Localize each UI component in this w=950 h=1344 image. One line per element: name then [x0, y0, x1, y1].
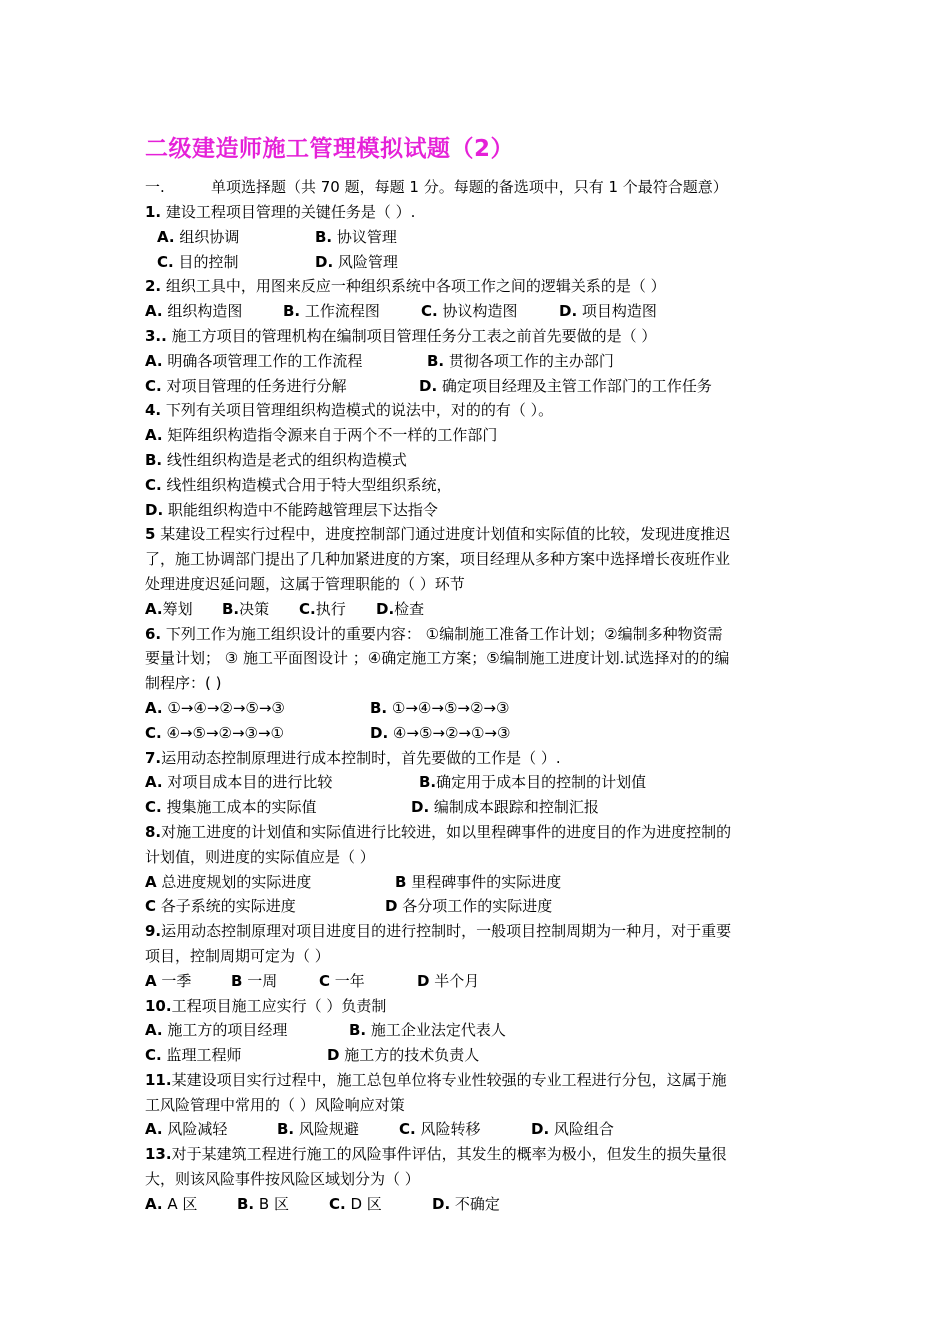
item-marker: A.: [157, 227, 175, 246]
answer-option: B. 施工企业法定代表人: [349, 1021, 506, 1040]
item-marker: A.: [145, 426, 163, 445]
answer-options-line: [145, 894, 815, 919]
answer-option: C. 对项目管理的任务进行分解: [145, 376, 347, 395]
answer-option: A. 明确各项管理工作的工作流程: [145, 351, 363, 370]
item-marker: 6.: [145, 624, 162, 643]
question-text-line: 2. 组织工具中，用图来反应一种组织系统中各项工作之间的逻辑关系的是（ ）: [145, 277, 666, 296]
item-marker: 11.: [145, 1070, 172, 1089]
section-number: 一.: [145, 178, 165, 196]
item-marker: D.: [376, 599, 395, 618]
section-heading: [145, 176, 728, 197]
answer-options-line: [145, 1018, 815, 1043]
item-marker: B.: [145, 450, 163, 469]
answer-option: B. 工作流程图: [283, 302, 380, 321]
item-marker: 13.: [145, 1145, 172, 1164]
answer-options-line: [145, 1043, 815, 1068]
item-marker: D.: [419, 376, 438, 395]
answer-options-line: [145, 969, 815, 994]
answer-option: A. A 区: [145, 1194, 198, 1213]
answer-option: D 施工方的技术负责人: [327, 1046, 480, 1065]
answer-option: A. 风险减轻: [145, 1120, 228, 1139]
question-text-line: 处理进度迟延问题，这属于管理职能的（ ）环节: [145, 574, 465, 593]
answer-option: C 一年: [319, 971, 365, 990]
answer-option: B. 协议管理: [315, 227, 397, 246]
item-marker: C.: [145, 376, 162, 395]
answer-option: A. 组织构造图: [145, 302, 243, 321]
answer-option: D. 不确定: [432, 1194, 500, 1213]
item-marker: C.: [329, 1194, 346, 1213]
item-marker: B.: [237, 1194, 255, 1213]
item-marker: D.: [145, 500, 164, 519]
item-marker: A: [145, 971, 157, 990]
answer-options-line: [145, 770, 815, 795]
item-marker: C.: [145, 723, 162, 742]
answer-option: C. 风险转移: [399, 1120, 481, 1139]
question-text-line: 工风险管理中常用的（ ）风险响应对策: [145, 1095, 405, 1114]
item-marker: D.: [531, 1120, 550, 1139]
item-marker: 3..: [145, 326, 167, 345]
item-marker: D.: [411, 798, 430, 817]
question-text-line: 11.某建设项目实行过程中，施工总包单位将专业性较强的专业工程进行分包，这属于施: [145, 1070, 727, 1089]
item-marker: A: [145, 872, 157, 891]
answer-option: C 各子系统的实际进度: [145, 897, 296, 916]
question-text-line: 6. 下列工作为施工组织设计的重要内容： ①编制施工准备工作计划；②编制多种物资需: [145, 624, 723, 643]
answer-option: D. ④→⑤→②→①→③: [370, 723, 511, 742]
item-marker: B.: [427, 351, 445, 370]
item-marker: D: [417, 971, 430, 990]
question-text-line: B. 线性组织构造是老式的组织构造模式: [145, 450, 407, 469]
item-marker: 5: [145, 525, 156, 544]
question-text-line: 4. 下列有关项目管理组织构造模式的说法中，对的的有（ ）。: [145, 401, 554, 420]
answer-option: B.确定用于成本目的控制的计划值: [419, 773, 647, 792]
answer-options-line: [145, 250, 815, 275]
answer-option: A 一季: [145, 971, 192, 990]
item-marker: 1.: [145, 203, 162, 221]
question-text-line: 7.运用动态控制原理进行成本控制时，首先要做的工作是（ ）.: [145, 748, 561, 767]
item-marker: A.: [145, 599, 163, 618]
item-marker: A.: [145, 698, 163, 717]
item-marker: 10.: [145, 996, 172, 1015]
answer-option: B. ①→④→⑤→②→③: [370, 698, 510, 717]
answer-option: A. 施工方的项目经理: [145, 1021, 288, 1040]
item-marker: A.: [145, 1194, 163, 1213]
item-marker: C.: [399, 1120, 416, 1139]
item-marker: A.: [145, 1120, 163, 1139]
answer-option: C.执行: [299, 599, 346, 618]
answer-option: C. 搜集施工成本的实际值: [145, 798, 317, 817]
item-marker: C.: [145, 475, 162, 494]
item-marker: C.: [145, 798, 162, 817]
answer-option: B.决策: [222, 599, 270, 618]
question-text-line: D. 职能组织构造中不能跨越管理层下达指令: [145, 500, 438, 519]
item-marker: A.: [145, 773, 163, 792]
question-text-line: 了，施工协调部门提出了几种加紧进度的方案，项目经理从多种方案中选择增长夜班作业: [145, 550, 731, 569]
answer-option: C. 监理工程师: [145, 1046, 242, 1065]
answer-option: D. 风险管理: [315, 252, 398, 271]
answer-options-line: [145, 225, 815, 250]
item-marker: C: [145, 897, 157, 916]
answer-options-line: [145, 374, 815, 399]
question-text-line: 9.运用动态控制原理对项目进度目的进行控制时，一般项目控制周期为一种月，对于重要: [145, 922, 732, 941]
answer-options-line: [145, 1117, 815, 1142]
question-text-line: A. 矩阵组织构造指令源来自于两个不一样的工作部门: [145, 426, 498, 445]
answer-option: D.检查: [376, 599, 425, 618]
item-marker: C.: [421, 302, 438, 321]
answer-options-line: [145, 870, 815, 895]
answer-option: C. D 区: [329, 1194, 382, 1213]
question-text-line: 13.对于某建筑工程进行施工的风险事件评估，其发生的概率为极小，但发生的损失量很: [145, 1145, 727, 1164]
item-marker: C.: [299, 599, 316, 618]
section-text: 单项选择题（共 70 题，每题 1 分。每题的备选项中，只有 1 个最符合题意）: [211, 178, 728, 196]
item-marker: B.: [283, 302, 301, 321]
question-text-line: 制程序：( ): [145, 674, 222, 693]
item-marker: 2.: [145, 277, 162, 296]
item-marker: C.: [157, 252, 174, 271]
question-list: [145, 200, 815, 1217]
answer-option: A 总进度规划的实际进度: [145, 872, 312, 891]
item-marker: D.: [432, 1194, 451, 1213]
answer-options-line: [145, 349, 815, 374]
question-text-line: 3.. 施工方项目的管理机构在编制项目管理任务分工表之前首先要做的是（ ）: [145, 326, 657, 345]
answer-options-line: [145, 721, 815, 746]
item-marker: D.: [559, 302, 578, 321]
item-marker: 9.: [145, 922, 162, 941]
answer-option: C. ④→⑤→②→③→①: [145, 723, 284, 742]
item-marker: B.: [370, 698, 388, 717]
item-marker: B: [395, 872, 407, 891]
answer-options-line: [145, 299, 815, 324]
question-text-line: 8.对施工进度的计划值和实际值进行比较进，如以里程碑事件的进度目的作为进度控制的: [145, 822, 732, 841]
answer-option: D. 项目构造图: [559, 302, 657, 321]
answer-options-line: [145, 1192, 815, 1217]
item-marker: 8.: [145, 822, 162, 841]
answer-option: A.筹划: [145, 599, 193, 618]
answer-options-line: [145, 696, 815, 721]
item-marker: C.: [145, 1046, 162, 1065]
answer-option: B. B 区: [237, 1194, 289, 1213]
answer-option: B 一周: [231, 971, 278, 990]
item-marker: D.: [315, 252, 334, 271]
question-text-line: C. 线性组织构造模式合用于特大型组织系统，: [145, 475, 452, 494]
answer-option: D. 风险组合: [531, 1120, 614, 1139]
item-marker: B.: [315, 227, 333, 246]
item-marker: A.: [145, 302, 163, 321]
answer-option: A. 对项目成本目的进行比较: [145, 773, 333, 792]
item-marker: A.: [145, 351, 163, 370]
answer-option: D 半个月: [417, 971, 480, 990]
question-text-line: 要量计划； ③ 施工平面图设计 ；④确定施工方案；⑤编制施工进度计划.试选择对的的编: [145, 649, 730, 668]
answer-option: C. 协议构造图: [421, 302, 518, 321]
item-marker: B.: [349, 1021, 367, 1040]
item-marker: B.: [222, 599, 240, 618]
question-text-line: 项目，控制周期可定为（ ）: [145, 946, 330, 965]
item-marker: D: [327, 1046, 340, 1065]
item-marker: D: [385, 897, 398, 916]
answer-options-line: [145, 597, 815, 622]
question-text-line: 计划值，则进度的实际值应是（ ）: [145, 847, 375, 866]
question-text-line: 1. 建设工程项目管理的关键任务是（ ）.: [145, 203, 416, 221]
answer-option: B. 风险规避: [277, 1120, 359, 1139]
answer-option: A. 组织协调: [157, 227, 240, 246]
item-marker: B.: [419, 773, 437, 792]
answer-option: D. 编制成本跟踪和控制汇报: [411, 798, 599, 817]
answer-options-line: [145, 795, 815, 820]
page-title: 二级建造师施工管理模拟试题（2）: [145, 136, 515, 162]
question-text-line: 10.工程项目施工应实行（ ）负责制: [145, 996, 387, 1015]
item-marker: 4.: [145, 401, 162, 420]
item-marker: B.: [277, 1120, 295, 1139]
item-marker: B: [231, 971, 243, 990]
answer-option: D 各分项工作的实际进度: [385, 897, 553, 916]
answer-option: B 里程碑事件的实际进度: [395, 872, 562, 891]
item-marker: D.: [370, 723, 389, 742]
item-marker: A.: [145, 1021, 163, 1040]
item-marker: 7.: [145, 748, 162, 767]
answer-option: C. 目的控制: [157, 252, 239, 271]
answer-option: B. 贯彻各项工作的主办部门: [427, 351, 614, 370]
question-text-line: 5 某建设工程实行过程中，进度控制部门通过进度计划值和实际值的比较，发现进度推迟: [145, 525, 731, 544]
question-text-line: 大，则该风险事件按风险区域划分为（ ）: [145, 1170, 420, 1189]
answer-option: D. 确定项目经理及主管工作部门的工作任务: [419, 376, 712, 395]
item-marker: C: [319, 971, 331, 990]
answer-option: A. ①→④→②→⑤→③: [145, 698, 285, 717]
